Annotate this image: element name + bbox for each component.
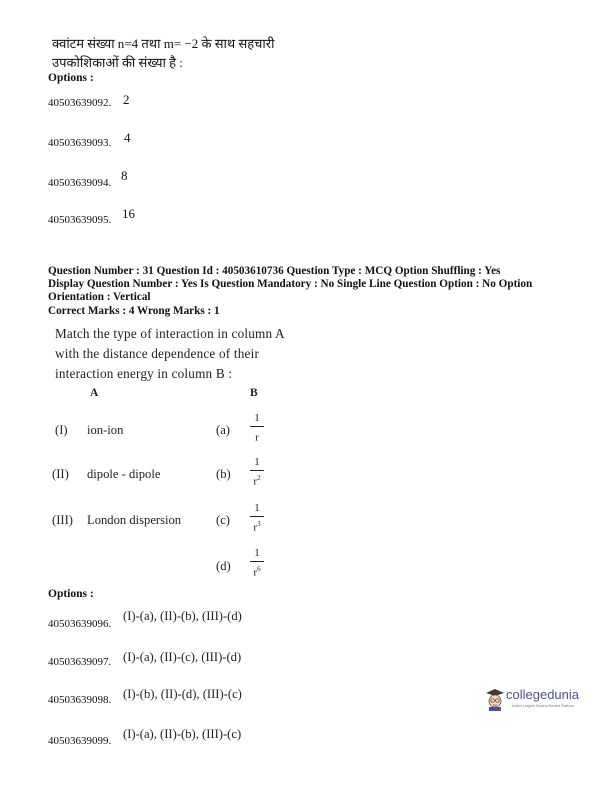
question-stem-line1: Match the type of interaction in column A: [55, 326, 285, 341]
distance-fraction: [249, 503, 265, 534]
graduate-mascot-icon: [484, 686, 506, 712]
option-id: 40503639096.: [48, 618, 112, 630]
row-number: (III): [52, 513, 73, 527]
option-id: 40503639094.: [48, 177, 112, 189]
question-header-line1: Question Number : 31 Question Id : 40503610736 Question Type : MCQ Option Shuffling : Yes: [48, 265, 501, 277]
option-id: 40503639093.: [48, 137, 112, 149]
row-interaction-type: ion-ion: [87, 423, 124, 437]
row-interaction-type: London dispersion: [87, 513, 182, 527]
question-stem-line3: interaction energy in column B :: [55, 366, 233, 381]
option-id: 40503639098.: [48, 694, 112, 706]
distance-fraction: [249, 457, 265, 488]
column-b-header: B: [250, 387, 258, 399]
fraction-denominator: $r^2$: [253, 474, 261, 488]
option-value: (I)-(a), (II)-(c), (III)-(d): [123, 650, 242, 664]
option-value: (I)-(a), (II)-(b), (III)-(c): [123, 727, 242, 741]
option-value: 8: [121, 168, 128, 183]
row-number: (I): [55, 423, 68, 437]
row-b-label: (a): [216, 423, 230, 437]
prev-options-label: Options :: [48, 72, 94, 84]
row-b-label: (d): [216, 559, 231, 573]
options-label: Options :: [48, 588, 94, 600]
question-stem-line2: with the distance dependence of their: [55, 346, 260, 361]
collegedunia-watermark: [484, 686, 584, 714]
option-id: 40503639097.: [48, 656, 112, 668]
option-id: 40503639092.: [48, 97, 112, 109]
fraction-bar: [250, 426, 264, 427]
fraction-numerator: 1: [254, 502, 260, 514]
option-value: (I)-(b), (II)-(d), (III)-(c): [123, 687, 242, 701]
fraction-numerator: 1: [254, 412, 260, 424]
fraction-bar: [250, 470, 264, 471]
fraction-exponent: 2: [257, 474, 261, 482]
option-value: 2: [123, 92, 130, 107]
marks-line: Correct Marks : 4 Wrong Marks : 1: [48, 305, 220, 317]
option-value: 16: [122, 206, 135, 221]
column-a-header: A: [90, 387, 99, 399]
row-interaction-type: dipole - dipole: [87, 467, 161, 481]
row-b-label: (b): [216, 467, 231, 481]
watermark-tagline: India's Largest Student Review Platform: [512, 704, 575, 708]
watermark-brand: collegedunia: [506, 687, 580, 702]
fraction-bar: [250, 516, 264, 517]
fraction-exponent: 6: [257, 565, 261, 573]
prev-question-line1: क्वांटम संख्या n=4 तथा m= −2 के साथ सहचारी: [52, 36, 275, 51]
fraction-denominator: $r^3$: [253, 520, 261, 534]
fraction-denominator: r: [255, 431, 259, 444]
fraction-bar: [250, 561, 264, 562]
prev-question-line2: उपकोशिकाओं की संख्या है :: [52, 55, 183, 70]
fraction-denominator: $r^6$: [253, 565, 261, 579]
distance-fraction: [249, 413, 265, 444]
fraction-numerator: 1: [254, 547, 260, 559]
row-b-label: (c): [216, 513, 230, 527]
option-value: (I)-(a), (II)-(b), (III)-(d): [123, 609, 242, 623]
distance-fraction: [249, 548, 265, 579]
row-number: (II): [52, 467, 69, 481]
fraction-exponent: 3: [257, 520, 261, 528]
fraction-numerator: 1: [254, 456, 260, 468]
option-id: 40503639095.: [48, 214, 112, 226]
option-id: 40503639099.: [48, 735, 112, 747]
option-value: 4: [124, 130, 131, 145]
question-header-line3: Orientation : Vertical: [48, 291, 151, 303]
question-header-line2: Display Question Number : Yes Is Question Mandatory : No Single Line Question Option : No Option: [48, 278, 533, 290]
